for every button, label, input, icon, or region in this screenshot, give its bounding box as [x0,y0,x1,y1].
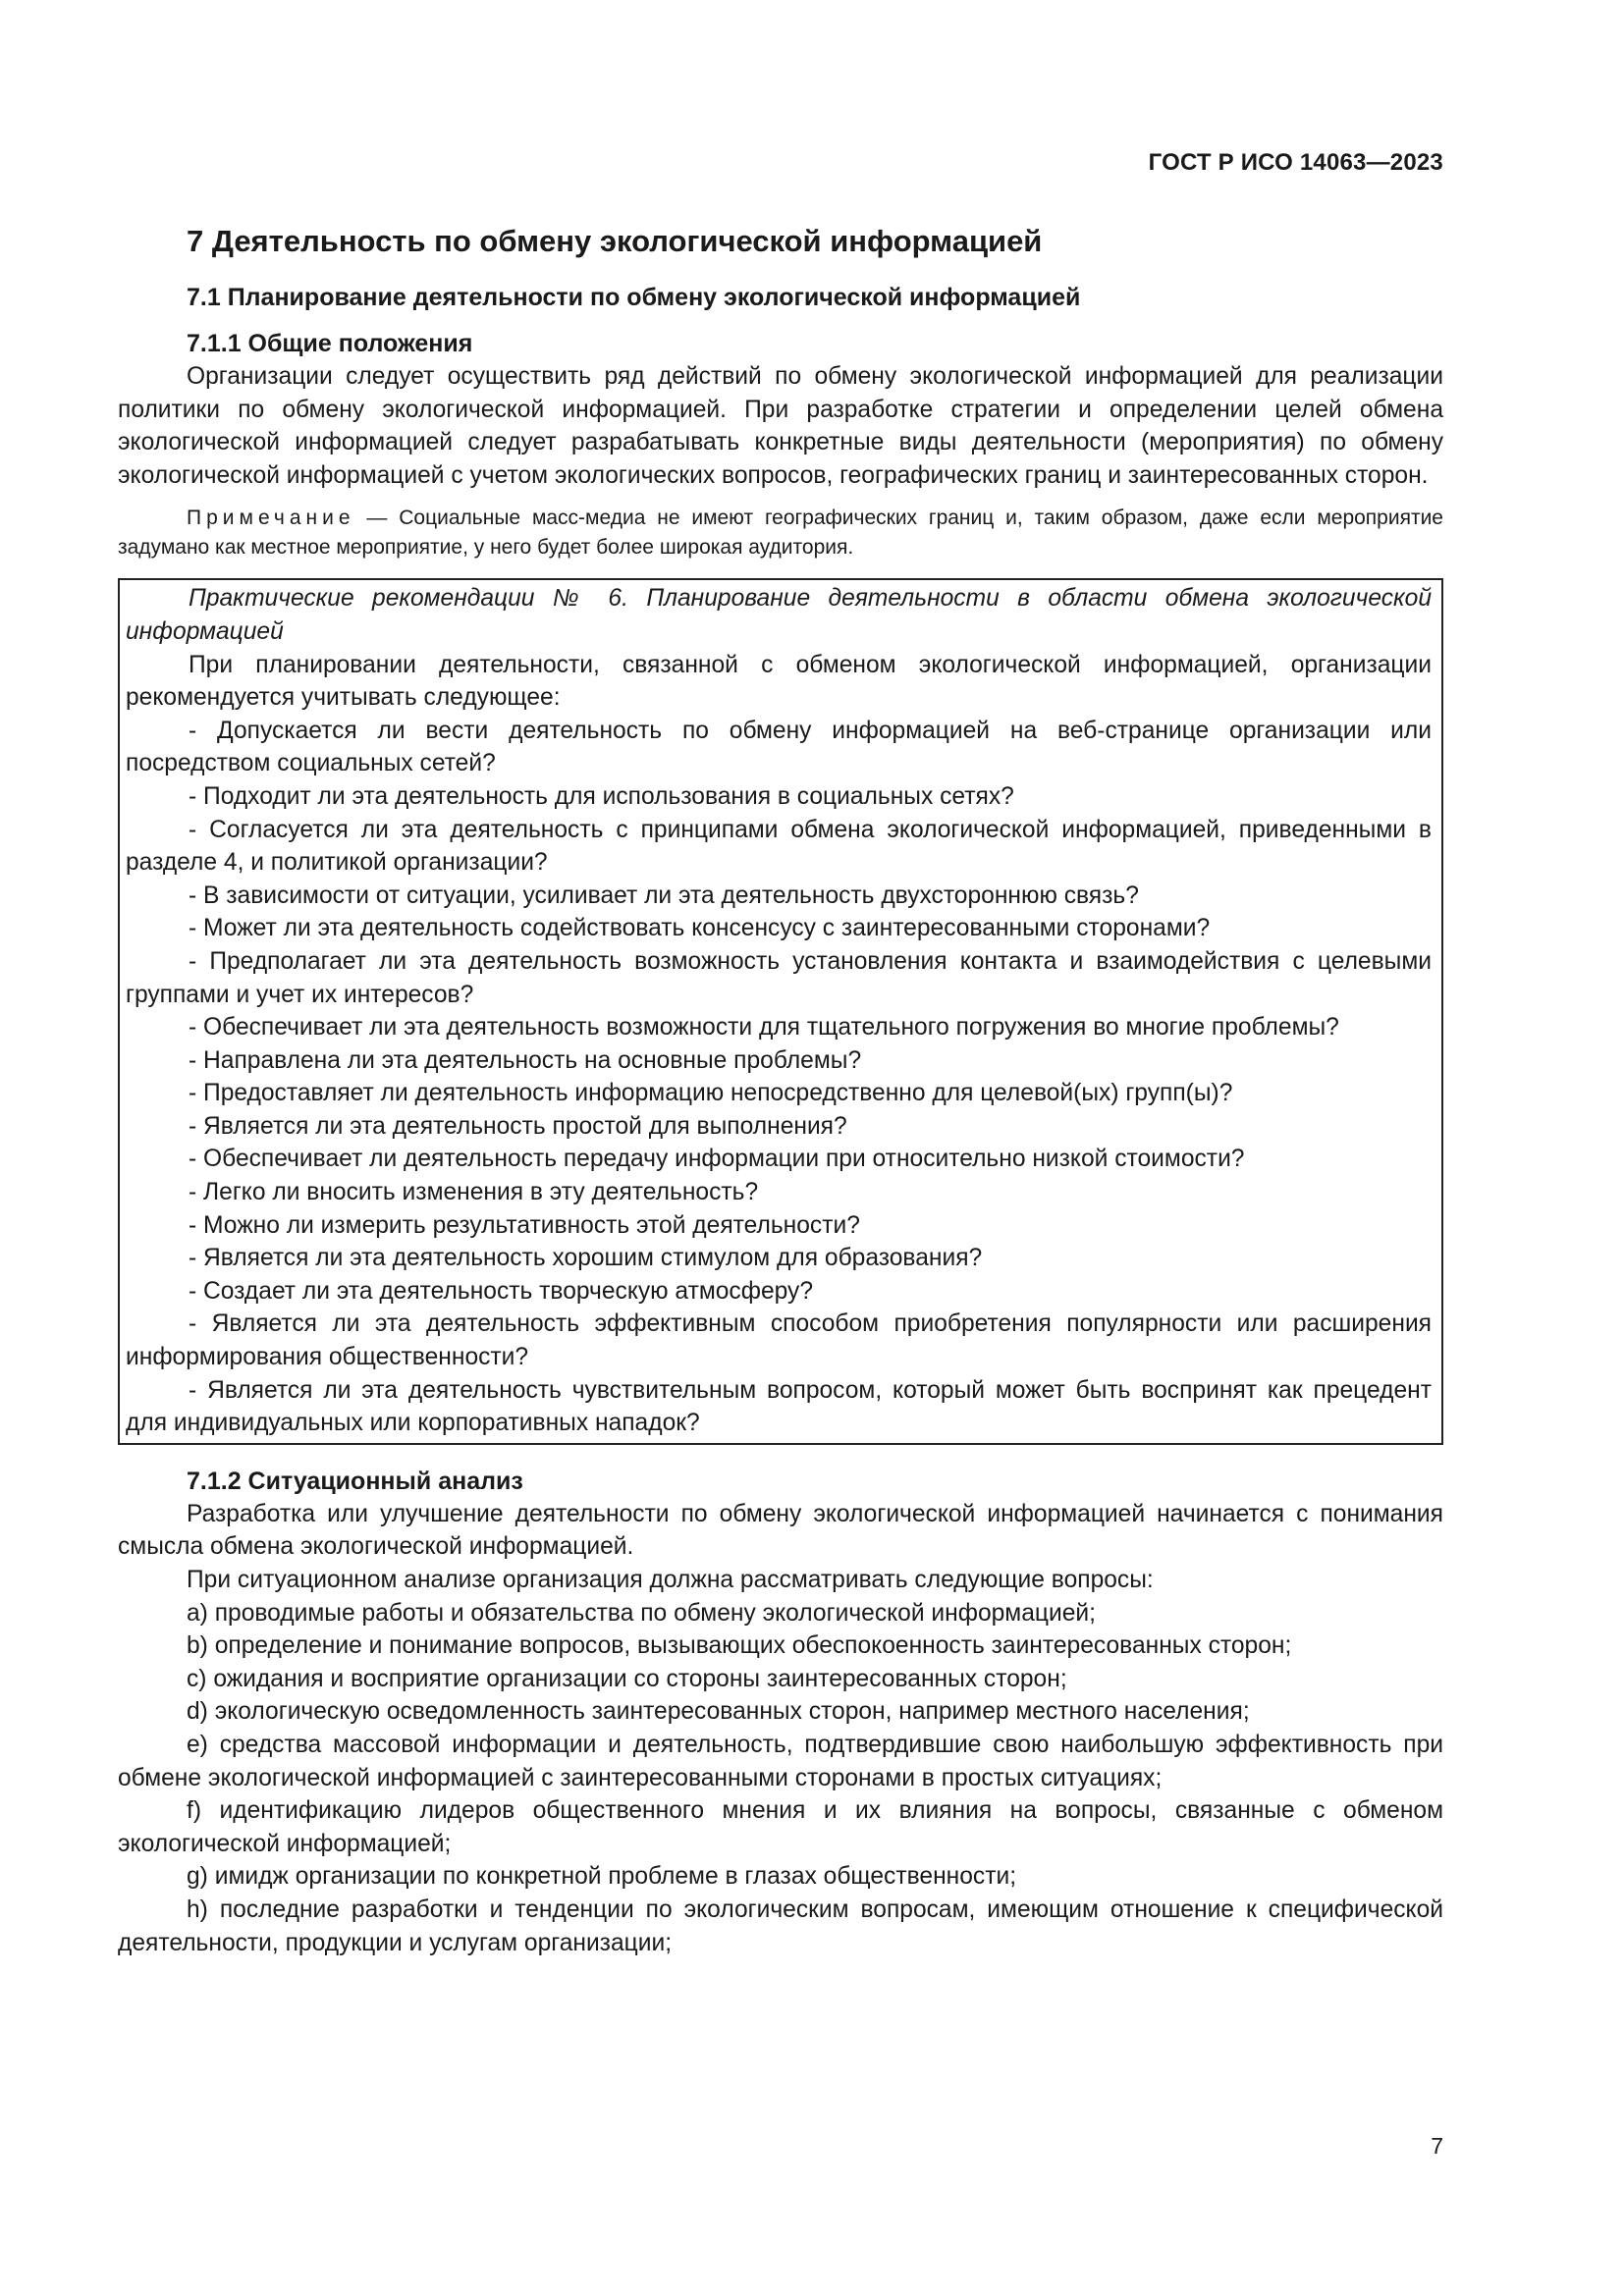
situation-list-item: b) определение и понимание вопросов, вызывающих обеспокоенность заинтересованных сторон; [187,1632,1292,1660]
situation-list-item: d) экологическую осведомленность заинтересованных сторон, например местного населения; [187,1698,1250,1726]
general-heading: 7.1.1 Общие положения [187,330,473,357]
situation-paragraph: При ситуационном анализе организация должна рассматривать следующие вопросы: [187,1567,1154,1593]
general-paragraph: Организации следует осуществить ряд действий по обмену экологической информацией для реализации политики по обмену экологической информацией. При разработке стратегии и определении целей обмена экологической информацией следует разрабатывать конкретные виды деятельности (мероприятия) по обмену экологической информацией с учетом экологических вопросов, географических границ и заинтересованных сторон. [118,363,1443,489]
recommendation-item: - Предоставляет ли деятельность информацию непосредственно для целевой(ых) групп(ы)? [189,1080,1233,1107]
situation-list-item: h) последние разработки и тенденции по экологическим вопросам, имеющим отношение к специфической деятельности, продукции и услугам организации; [118,1896,1443,1956]
recommendation-item: - Подходит ли эта деятельность для использования в социальных сетях? [189,782,1014,810]
situation-list-item: g) имидж организации по конкретной проблеме в глазах общественности; [187,1863,1017,1891]
recommendation-item: - Является ли эта деятельность хорошим стимулом для образования? [189,1245,983,1272]
recommendation-item: - Допускается ли вести деятельность по обмену информацией на веб-странице организации или посредством социальных сетей? [126,717,1432,777]
document-code: ГОСТ Р ИСО 14063—2023 [1148,149,1443,176]
situation-list-item: f) идентификацию лидеров общественного мнения и их влияния на вопросы, связанные с обменом экологической информацией; [118,1797,1443,1857]
page-number: 7 [1431,2133,1443,2159]
situation-section [118,1465,1443,1959]
recommendation-item: - В зависимости от ситуации, усиливает ли эта деятельность двухстороннюю связь? [189,881,1139,909]
section-title: 7 Деятельность по обмену экологической информацией [187,224,1043,258]
note-label: Примечание [187,507,355,530]
recommendation-intro: При планировании деятельности, связанной с обменом экологической информацией, организации рекомендуется учитывать следующее: [126,651,1432,712]
recommendation-item: - Обеспечивает ли деятельность передачу информации при относительно низкой стоимости? [189,1146,1245,1173]
situation-paragraph: Разработка или улучшение деятельности по обмену экологической информацией начинается с понимания смысла обмена экологической информацией. [118,1500,1443,1561]
recommendation-item: - Легко ли вносить изменения в эту деятельность? [189,1179,759,1206]
document-page [118,0,1443,2296]
recommendation-item: - Можно ли измерить результативность этой деятельности? [189,1211,860,1239]
recommendation-item: - Обеспечивает ли эта деятельность возможности для тщательного погружения во многие проблемы? [189,1014,1339,1041]
note [118,504,1443,562]
note-text: — Социальные масс-медиа не имеют географических границ и, таким образом, даже если мероприятие задумано как местное мероприятие, у него будет более широкая аудитория. [118,507,1443,560]
recommendation-item: - Предполагает ли эта деятельность возможность установления контакта и взаимодействия с целевыми группами и учет их интересов? [126,947,1432,1008]
recommendation-item: - Создает ли эта деятельность творческую атмосферу? [189,1277,814,1305]
recommendation-box [118,578,1443,1444]
situation-list-item: e) средства массовой информации и деятельность, подтвердившие свою наибольшую эффективность при обмене экологической информацией с заинтересованными сторонами в простых ситуациях; [118,1731,1443,1791]
page-content [118,222,1443,1959]
recommendation-item: - Направлена ли эта деятельность на основные проблемы? [189,1046,862,1074]
recommendation-title: Практические рекомендации № 6. Планирование деятельности в области обмена экологической информацией [126,585,1432,645]
recommendation-item: - Может ли эта деятельность содействовать консенсусу с заинтересованными сторонами? [189,915,1211,942]
subsection-title: 7.1 Планирование деятельности по обмену экологической информацией [187,284,1081,311]
recommendation-item: - Является ли эта деятельность простой для выполнения? [189,1112,847,1140]
situation-heading: 7.1.2 Ситуационный анализ [187,1467,523,1495]
recommendation-item: - Является ли эта деятельность чувствительным вопросом, который может быть воспринят как прецедент для индивидуальных или корпоративных нападок? [126,1376,1432,1437]
situation-list-item: c) ожидания и восприятие организации со стороны заинтересованных сторон; [187,1665,1067,1692]
situation-list-item: а) проводимые работы и обязательства по обмену экологической информацией; [187,1599,1096,1627]
recommendation-item: - Является ли эта деятельность эффективным способом приобретения популярности или расширения информирования общественности? [126,1310,1432,1371]
recommendation-item: - Согласуется ли эта деятельность с принципами обмена экологической информацией, приведенными в разделе 4, и политикой организации? [126,816,1432,877]
